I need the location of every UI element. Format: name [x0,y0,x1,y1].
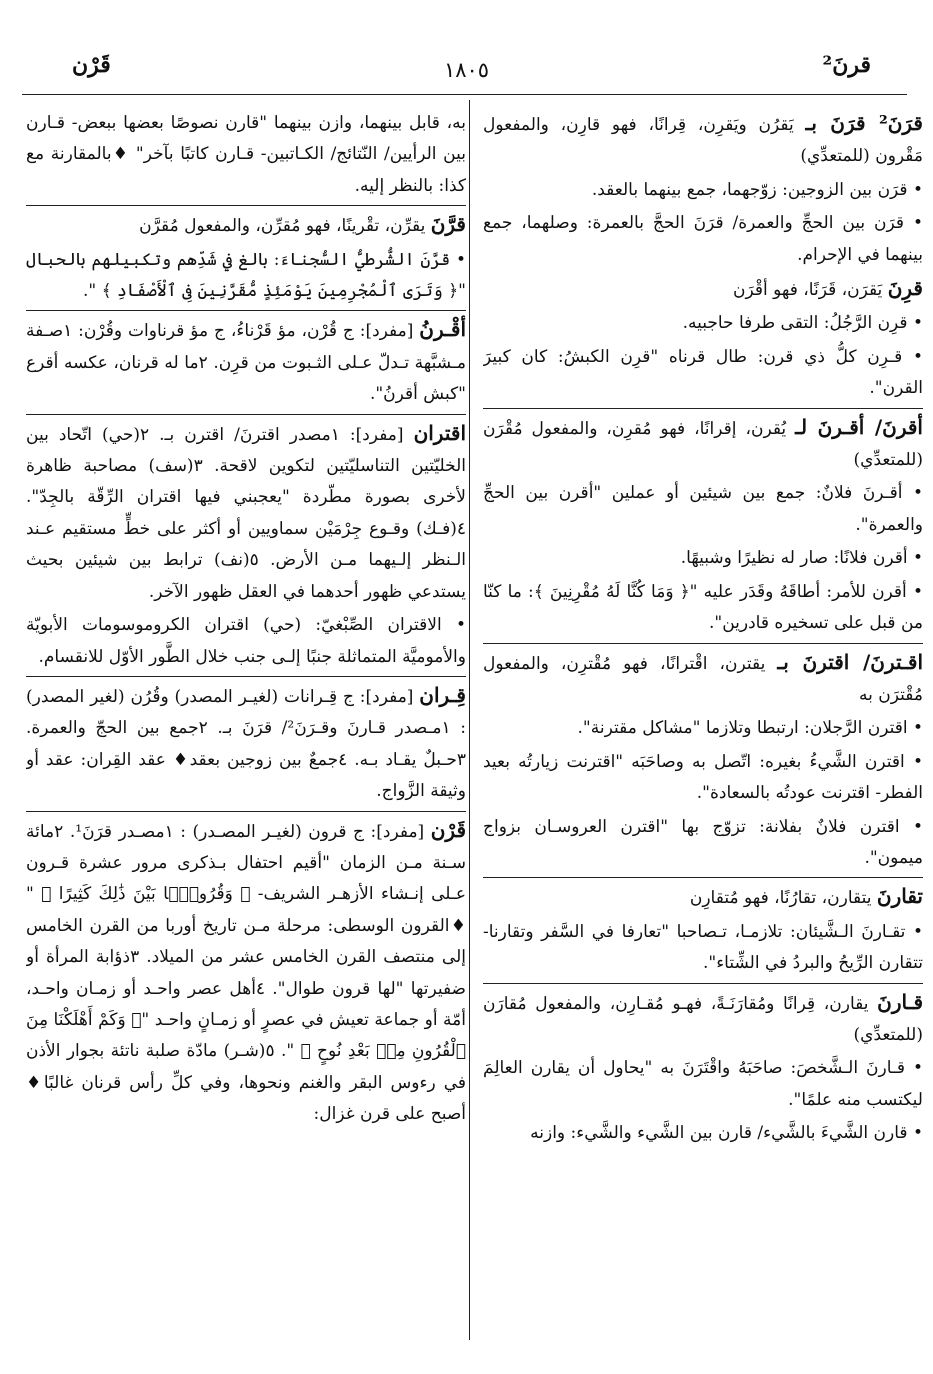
dictionary-entry [26,209,466,242]
running-head-right: قرنَ² [822,52,871,78]
page-number: ١٨٠٥ [443,58,490,82]
running-head-left: قَرْن [72,52,111,78]
dictionary-entry [483,412,923,477]
headword: اقتران [413,420,466,445]
headword: أقْـرنُ [419,317,466,342]
headword: قِـران [419,682,466,707]
sense-item: • تقـارنَ الـشَّيئان: تلازمـا، تـصاحبا "تعارفا في السَّفر وتقارنا- تتقارن الرِّيحُ والبردُ في الشِّتاء". [483,917,923,980]
sense-item: • اقترن فلانٌ بفلانة: تزوّج بها "اقترن العروسـان بزواج ميمون". [483,812,923,875]
header-rule [22,94,907,95]
entry-definition: [مفرد]: ١مصدر اقترنَ/ اقترن بـ. ٢(حي) اتّحاد بين الخليّتين التناسليّتين لتكوين لاقحة. ٣(سف) مصاحبة ظاهرة لأخرى بصورة مطّردة "يعجبني فيها اقتران الرِّقّة بالجِدّ". ٤(فـك) وقـوع جِرْمَيْن سماويين أو أكثر على خطٍّ مستقيم عـند الـنظر إلـيهما مـن الأرض. ٥(نف) ترابط بين شيئين بحيث يستدعي ظهور أحدهما في العقل ظهور الآخر. [26,424,466,602]
entry-definition: [مفرد]: ج قُرْن، مؤ قَرْناءُ، ج مؤ قرناوات وقُرْن: ١صـفة مـشبَّهة تـدلّ عـلى الثـبوت من قرِن. ٢ما له قرنان، عكسه أقرع "كبش أقرنُ". [26,321,466,405]
entry-continuation: به، قابل بينهما، وازن بينهما "قارن نصوصًا بعضها ببعض- قـارن بين الرأيين/ النّتائج/ الكـاتبين- قـارن كاتبًا بآخر" ♦بالمقارنة مع كذا: بالنظر إليه. [26,113,466,196]
sense-item: • الاقتران الصِّبْغيّ: (حي) اقتران الكروموسومات الأبويّة والأموميَّة المتماثلة جنبًا إلـى جنب خلال الطَّور الأوّل للانقسام. [26,610,466,673]
sense-item: • قارن الشَّيءَ بالشَّيء/ قارن بين الشَّيء والشَّيء: وازنه [483,1118,923,1149]
entry-definition: يقترن، اقْترانًا، فهو مُقْترِن، والمفعول مُقْترَن به [483,653,923,705]
dictionary-entry [483,108,923,173]
entry-definition: يتقارن، تقارُنًا، فهو مُتقارِن [689,888,877,909]
dictionary-entry [483,647,923,712]
sense-item: • اقترن الرَّجلان: ارتبطا وتلازما "مشاكل مقترنة". [483,713,923,744]
entry-separator [483,408,923,409]
sense-item: • أقرن فلانًا: صار له نظيرًا وشبيهًا. [483,543,923,574]
headword: تقارنَ [876,884,923,909]
sense-item: • قرَن بين الزوجين: زوّجهما، جمع بينهما بالعقد. [483,175,923,206]
sense-item: • اقترن الشَّيءُ بغيره: اتّصل به وصاحَبَه "اقترنت زيارتُه بعيد الفطر- اقترنت عودتُه بالسعادة". [483,747,923,810]
entry-separator [26,676,466,677]
entry-definition: يقرِّن، تقْرينًا، فهو مُقرِّن، والمفعول مُقرَّن [139,216,431,237]
sense-item: • أقـرنَ فلانٌ: جمع بين شيئين أو عملين "أقرن بين الحجِّ والعمرة". [483,478,923,541]
headword: قَرْن [430,817,466,842]
entry-separator [483,983,923,984]
sense-item: • قرَن بين الحجِّ والعمرة/ قرَنَ الحجَّ بالعمرة: وصلهما، جمع بينهما في الإحرام. [483,208,923,271]
headword: قرَّنَ [430,212,466,237]
dictionary-entry [483,881,923,914]
entry-definition: يَقرَن، قَرَنًا، فهو أقْرَن [733,280,888,301]
dictionary-entry [26,680,466,808]
entry-separator [26,414,466,415]
entry-definition: [مفرد]: ج قِـرانات (لغيـر المصدر) وقُرُن (لغير المصدر) : ١مـصدر قـارنَ وقـرَنَ²/ قرَنَ بـ. ٢جمع بين الحجّ والعمرة. ٣حـبلٌ يقـاد بـه. ٤جمعٌ بين زوجين بعقد♦ عقد القِران: عقد أو وثيقة الزَّواج. [26,686,466,802]
headword: قرَنَ² قرَنَ بـ [805,111,923,135]
entry-separator [483,643,923,644]
entry-definition: يُقرن، إقرانًا، فهو مُقرِن، والمفعول مُقْرَن (للمتعدِّي) [483,418,923,471]
headword: أقرنَ/ أقـرنَ لـ [795,414,923,439]
dictionary-entry [483,987,923,1052]
headword: اقـترنَ/ اقترنَ بـ [777,649,923,674]
entry-definition: [مفرد]: ج قرون (لغيـر المصـدر) : ١مصـدر قرَنَ¹. ٢مائة سـنة مـن الزمان "أقيم احتفال بـذكرى مرور عشرة قـرون عـلى إنـشاء الأزهـر الشريف- ﴿ وَقُرُونًۢا بَيْنَ ذَٰلِكَ كَثِيرًا ﴾ " ♦القرون الوسطى: مرحلة مـن تاريخ أوربا من القرن الخامس إلى منتصف القرن الخامس عشر من الميلاد. ٣ذؤابة المرأة أو ضفيرتها "لها قرون طوال". ٤أهل عصر واحـد أو زمـان واحـد، أمّة أو جماعة تعيش في عصرٍ أو زمـانٍ واحـد "﴿ وَكَمْ أَهْلَكْنَا مِنَ ٱلْقُرُونِ مِنۢ بَعْدِ نُوحٍ ﴾ ". ٥(شـر) مادّة صلبة ناتئة بجوار الأذن في رءوس البقر والغنم ونحوها، وفي كلِّ رأس قرنان غالبًا♦ أصبح على قرن غزال: [26,821,466,1125]
sense-item: • أقرن للأمر: أطاقَهُ وقَدَر عليه "﴿ وَمَا كُنَّا لَهُ مُقْرِنِينَ ﴾: ما كنّا من قبل على تسخيره قادرين". [483,577,923,640]
sense-item: • قرَّنَ الشُّرطيُّ السُّجناءَ: بالغ في شَدِّهم وتكبيلهم بالحبال "﴿ وَتَرَى ٱلْمُجْرِمِينَ يَوْمَئِذٍ مُّقَرَّنِينَ فِى ٱلْأَصْفَادِ ﴾ ". [26,245,466,308]
headword: قرِنَ [887,276,923,301]
headword: قـارنَ [877,989,923,1014]
sense-item: • قـارنَ الـشَّخصَ: صاحَبَهُ واقْتَرَنَ به "يحاول أن يقارن العالِمَ ليكتسب منه علمًا". [483,1053,923,1116]
sense-item: • قرِن الرَّجُلُ: التقى طرفا حاجبيه. [483,308,923,339]
entry-definition: يَقرُن ويَقرِن، قِرانًا، فهو قارِن، والمفعول مَقْرون (للمتعدِّي) [483,115,923,167]
entry-separator [483,877,923,878]
dictionary-entry [26,815,466,1131]
dictionary-entry [26,314,466,410]
entry-definition: يقارن، قِرانًا ومُقارَنَـةً، فهـو مُقـارِن، والمفعول مُقارَن (للمتعدِّي) [483,993,923,1045]
entry-separator [26,310,466,311]
dictionary-entry [26,418,466,608]
column-divider [469,100,470,1340]
entry-separator [26,205,466,206]
right-column [483,108,923,1338]
dictionary-entry [483,273,923,306]
entry-separator [26,811,466,812]
sense-item: • قـرِن كلُّ ذي قرن: طال قرناه "قرِن الكبشُ: كان كبيرَ القرن". [483,342,923,405]
left-column [26,108,466,1338]
